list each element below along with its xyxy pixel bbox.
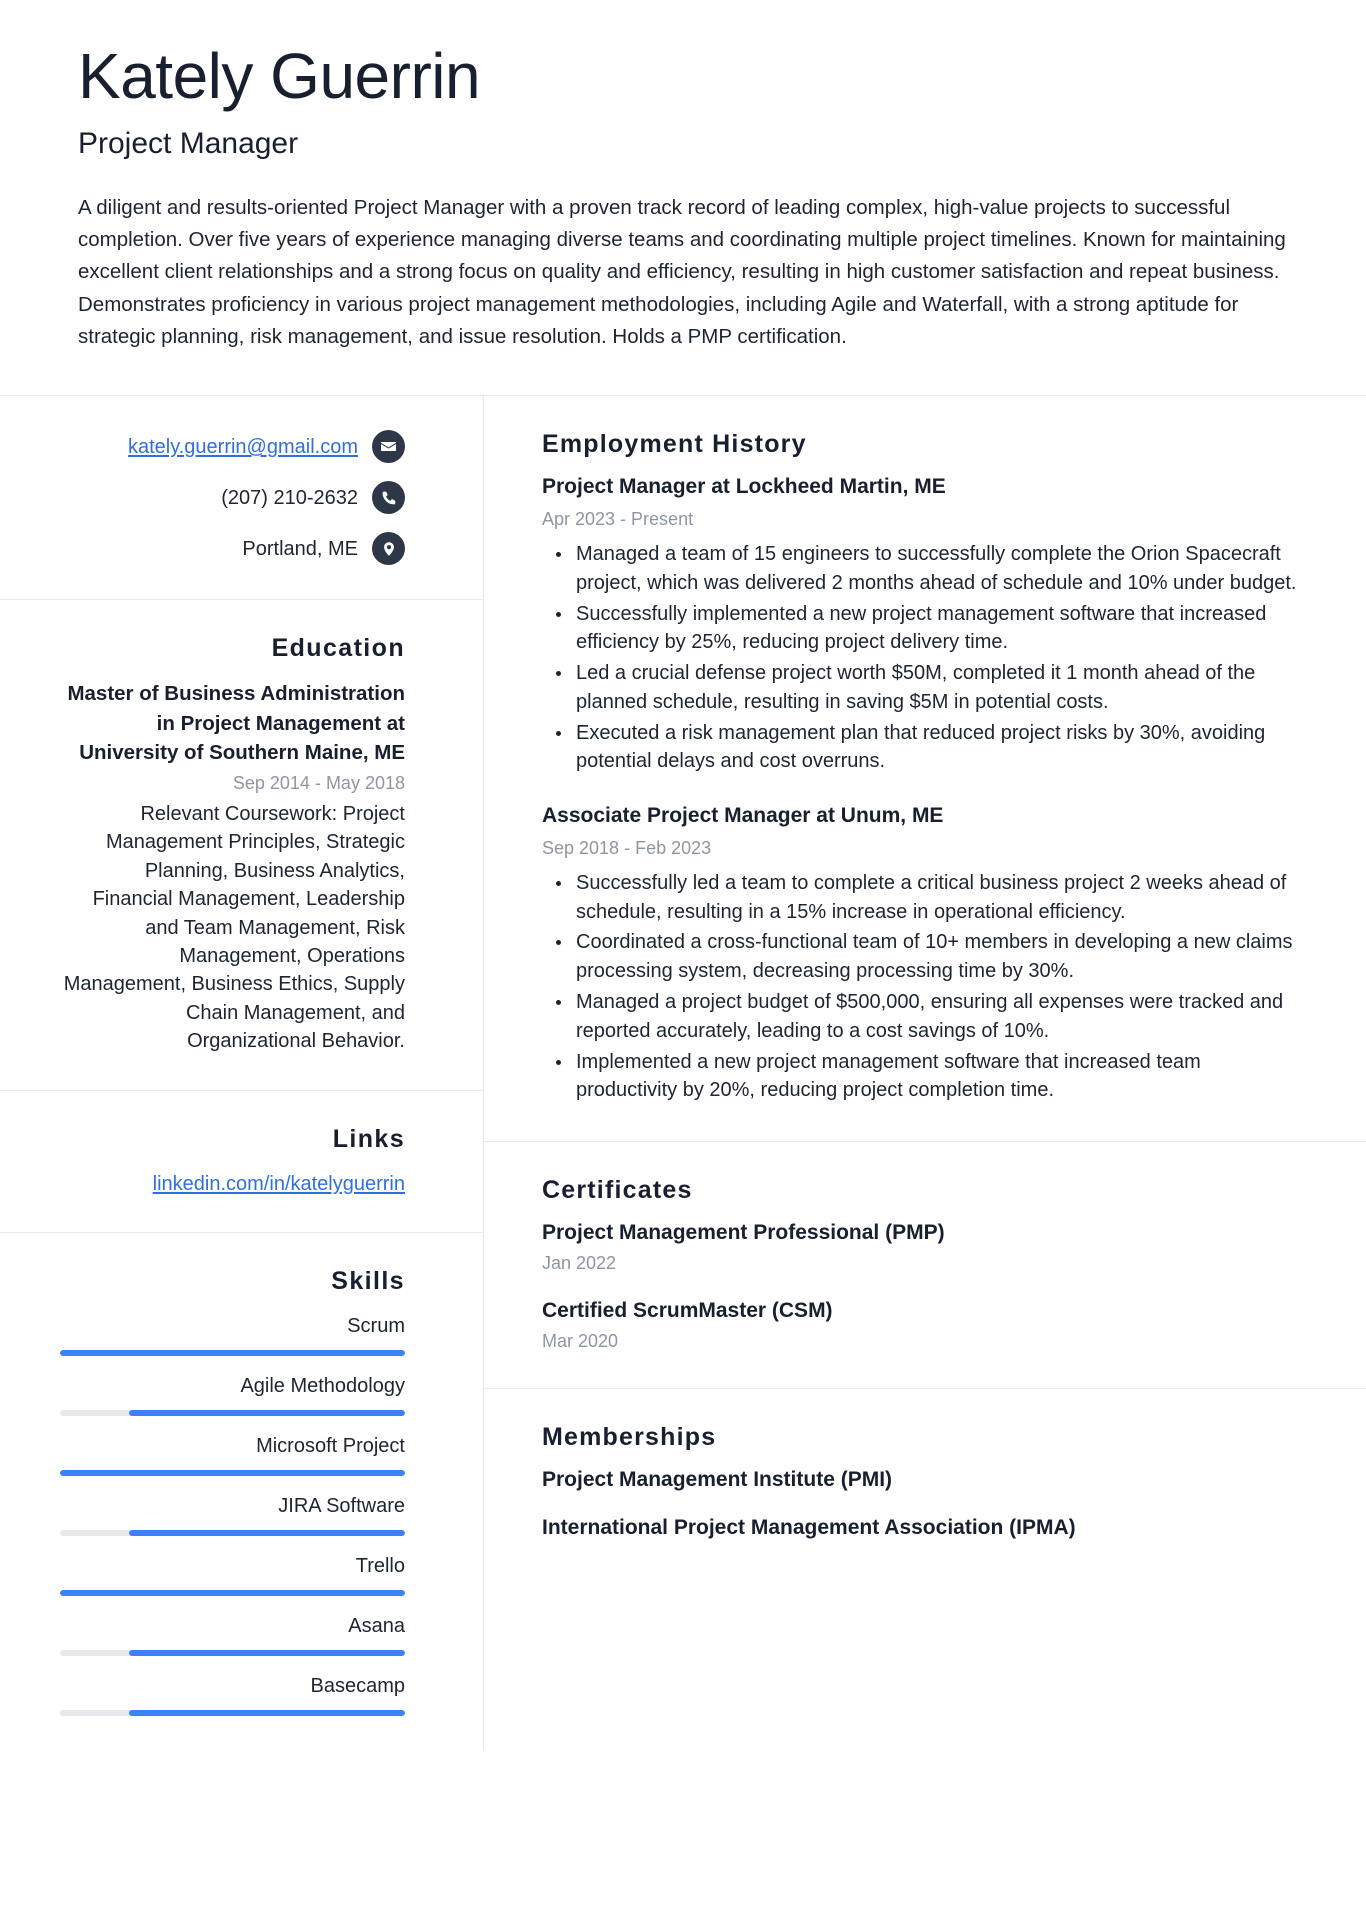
skill-level-track [60, 1530, 405, 1536]
employment-bullet: Led a crucial defense project worth $50M, completed it 1 month ahead of the planned schedule, resulting in saving $5M in potential costs. [542, 659, 1306, 717]
contact-email-row[interactable] [60, 430, 405, 463]
skill-label: JIRA Software [278, 1494, 405, 1517]
links-section [0, 1091, 483, 1233]
certificates-heading: Certificates [542, 1176, 693, 1205]
employment-entry [542, 473, 1306, 776]
employment-bullet: Managed a team of 15 engineers to successfully complete the Orion Spacecraft project, which was delivered 2 months ahead of schedule and 10% under budget. [542, 540, 1306, 598]
certificate-entry [542, 1297, 1306, 1354]
membership-entry: Project Management Institute (PMI) [542, 1467, 893, 1491]
skill-level-track [60, 1470, 405, 1476]
employment-dates: Apr 2023 - Present [542, 508, 694, 529]
education-section [0, 600, 483, 1090]
resume-body [0, 396, 1366, 1749]
memberships-section [484, 1389, 1366, 1577]
employment-heading: Employment History [542, 430, 807, 459]
membership-entry: International Project Management Association (IPMA) [542, 1516, 1076, 1540]
education-heading: Education [271, 634, 405, 663]
certificate-name: Certified ScrumMaster (CSM) [542, 1298, 833, 1322]
employment-bullet: Successfully implemented a new project management software that increased efficiency by 25%, reducing project delivery time. [542, 600, 1306, 658]
education-entry [60, 679, 405, 1055]
employment-dates: Sep 2018 - Feb 2023 [542, 837, 712, 858]
skill-level-track [60, 1410, 405, 1416]
certificate-date: Mar 2020 [542, 1330, 619, 1351]
skill-item [60, 1432, 405, 1476]
employment-bullet: Successfully led a team to complete a critical business project 2 weeks ahead of schedule, resulting in a 15% increase in operational efficiency. [542, 869, 1306, 927]
skill-level-fill [129, 1710, 405, 1716]
skill-level-fill [129, 1650, 405, 1656]
certificates-section [484, 1142, 1366, 1389]
skill-label: Asana [348, 1614, 405, 1637]
memberships-list [542, 1466, 1306, 1543]
resume-header [0, 0, 1366, 395]
employment-bullets [542, 540, 1306, 776]
skill-item [60, 1552, 405, 1596]
page-title: Kately Guerrin [78, 40, 481, 112]
skill-level-fill [60, 1590, 405, 1596]
skill-label: Basecamp [310, 1674, 405, 1697]
skills-heading: Skills [331, 1266, 405, 1295]
phone-icon [372, 481, 405, 514]
phone-value: (207) 210-2632 [221, 486, 358, 509]
email-value[interactable]: kately.guerrin@gmail.com [127, 435, 358, 458]
education-dates: Sep 2014 - May 2018 [232, 772, 405, 793]
skill-item [60, 1372, 405, 1416]
skill-item [60, 1312, 405, 1356]
employment-bullet: Managed a project budget of $500,000, ensuring all expenses were tracked and reported accurately, leading to a cost savings of 10%. [542, 988, 1306, 1046]
job-title: Project Manager [78, 126, 299, 160]
education-description: Relevant Coursework: Project Management Principles, Strategic Planning, Business Analytics, Financial Management, Leadership and Team Management, Risk Management, Operations Management, Business Ethics, Supply Chain Management, and Organizational Behavior. [63, 802, 405, 1053]
contact-phone-row[interactable] [60, 481, 405, 514]
employment-bullet: Executed a risk management plan that reduced project risks by 30%, avoiding potential delays and cost overruns. [542, 719, 1306, 777]
education-degree: Master of Business Administration in Project Management at University of Southern Maine, ME [67, 682, 405, 764]
skill-item [60, 1672, 405, 1716]
employment-bullet: Implemented a new project management software that increased team productivity by 20%, reducing project completion time. [542, 1048, 1306, 1106]
employment-bullets [542, 869, 1306, 1105]
memberships-heading: Memberships [542, 1422, 717, 1451]
skill-level-fill [129, 1410, 405, 1416]
employment-section [484, 396, 1366, 1142]
employment-title: Project Manager at Lockheed Martin, ME [542, 475, 946, 499]
skill-level-track [60, 1350, 405, 1356]
skill-item [60, 1612, 405, 1656]
link-item[interactable]: linkedin.com/in/katelyguerrin [152, 1172, 405, 1195]
contact-location-row [60, 532, 405, 565]
certificate-date: Jan 2022 [542, 1253, 617, 1274]
location-value: Portland, ME [242, 537, 358, 560]
certificate-entry [542, 1219, 1306, 1276]
skill-level-track [60, 1710, 405, 1716]
contact-section [0, 396, 483, 600]
certificates-list [542, 1219, 1306, 1354]
employment-entry [542, 802, 1306, 1105]
employment-title: Associate Project Manager at Unum, ME [542, 804, 944, 828]
professional-summary: A diligent and results-oriented Project Manager with a proven track record of leading complex, high-value projects to successful completion. Over five years of experience managing diverse teams and coordinating multiple project timelines. Known for maintaining excellent client relationships and a strong focus on quality and efficiency, resulting in high customer satisfaction and repeat business. Demonstrates proficiency in various project management methodologies, including Agile and Waterfall, with a strong aptitude for strategic planning, risk management, and issue resolution. Holds a PMP certification. [78, 195, 1286, 349]
employment-list [542, 473, 1306, 1105]
envelope-icon [372, 430, 405, 463]
employment-bullet: Coordinated a cross-functional team of 10+ members in developing a new claims processing system, decreasing processing time by 30%. [542, 928, 1306, 986]
skill-label: Microsoft Project [256, 1434, 405, 1457]
skill-level-track [60, 1650, 405, 1656]
certificate-name: Project Management Professional (PMP) [542, 1221, 945, 1245]
sidebar-column [0, 396, 484, 1749]
skill-label: Scrum [347, 1314, 405, 1337]
skill-level-track [60, 1590, 405, 1596]
skill-label: Trello [355, 1554, 405, 1577]
map-pin-icon [372, 532, 405, 565]
skills-section [0, 1233, 483, 1750]
skill-level-fill [60, 1470, 405, 1476]
skill-label: Agile Methodology [240, 1374, 405, 1397]
skill-level-fill [129, 1530, 405, 1536]
skill-item [60, 1492, 405, 1536]
skill-level-fill [60, 1350, 405, 1356]
links-heading: Links [332, 1124, 405, 1153]
skills-list [60, 1312, 405, 1716]
main-column [484, 396, 1366, 1749]
